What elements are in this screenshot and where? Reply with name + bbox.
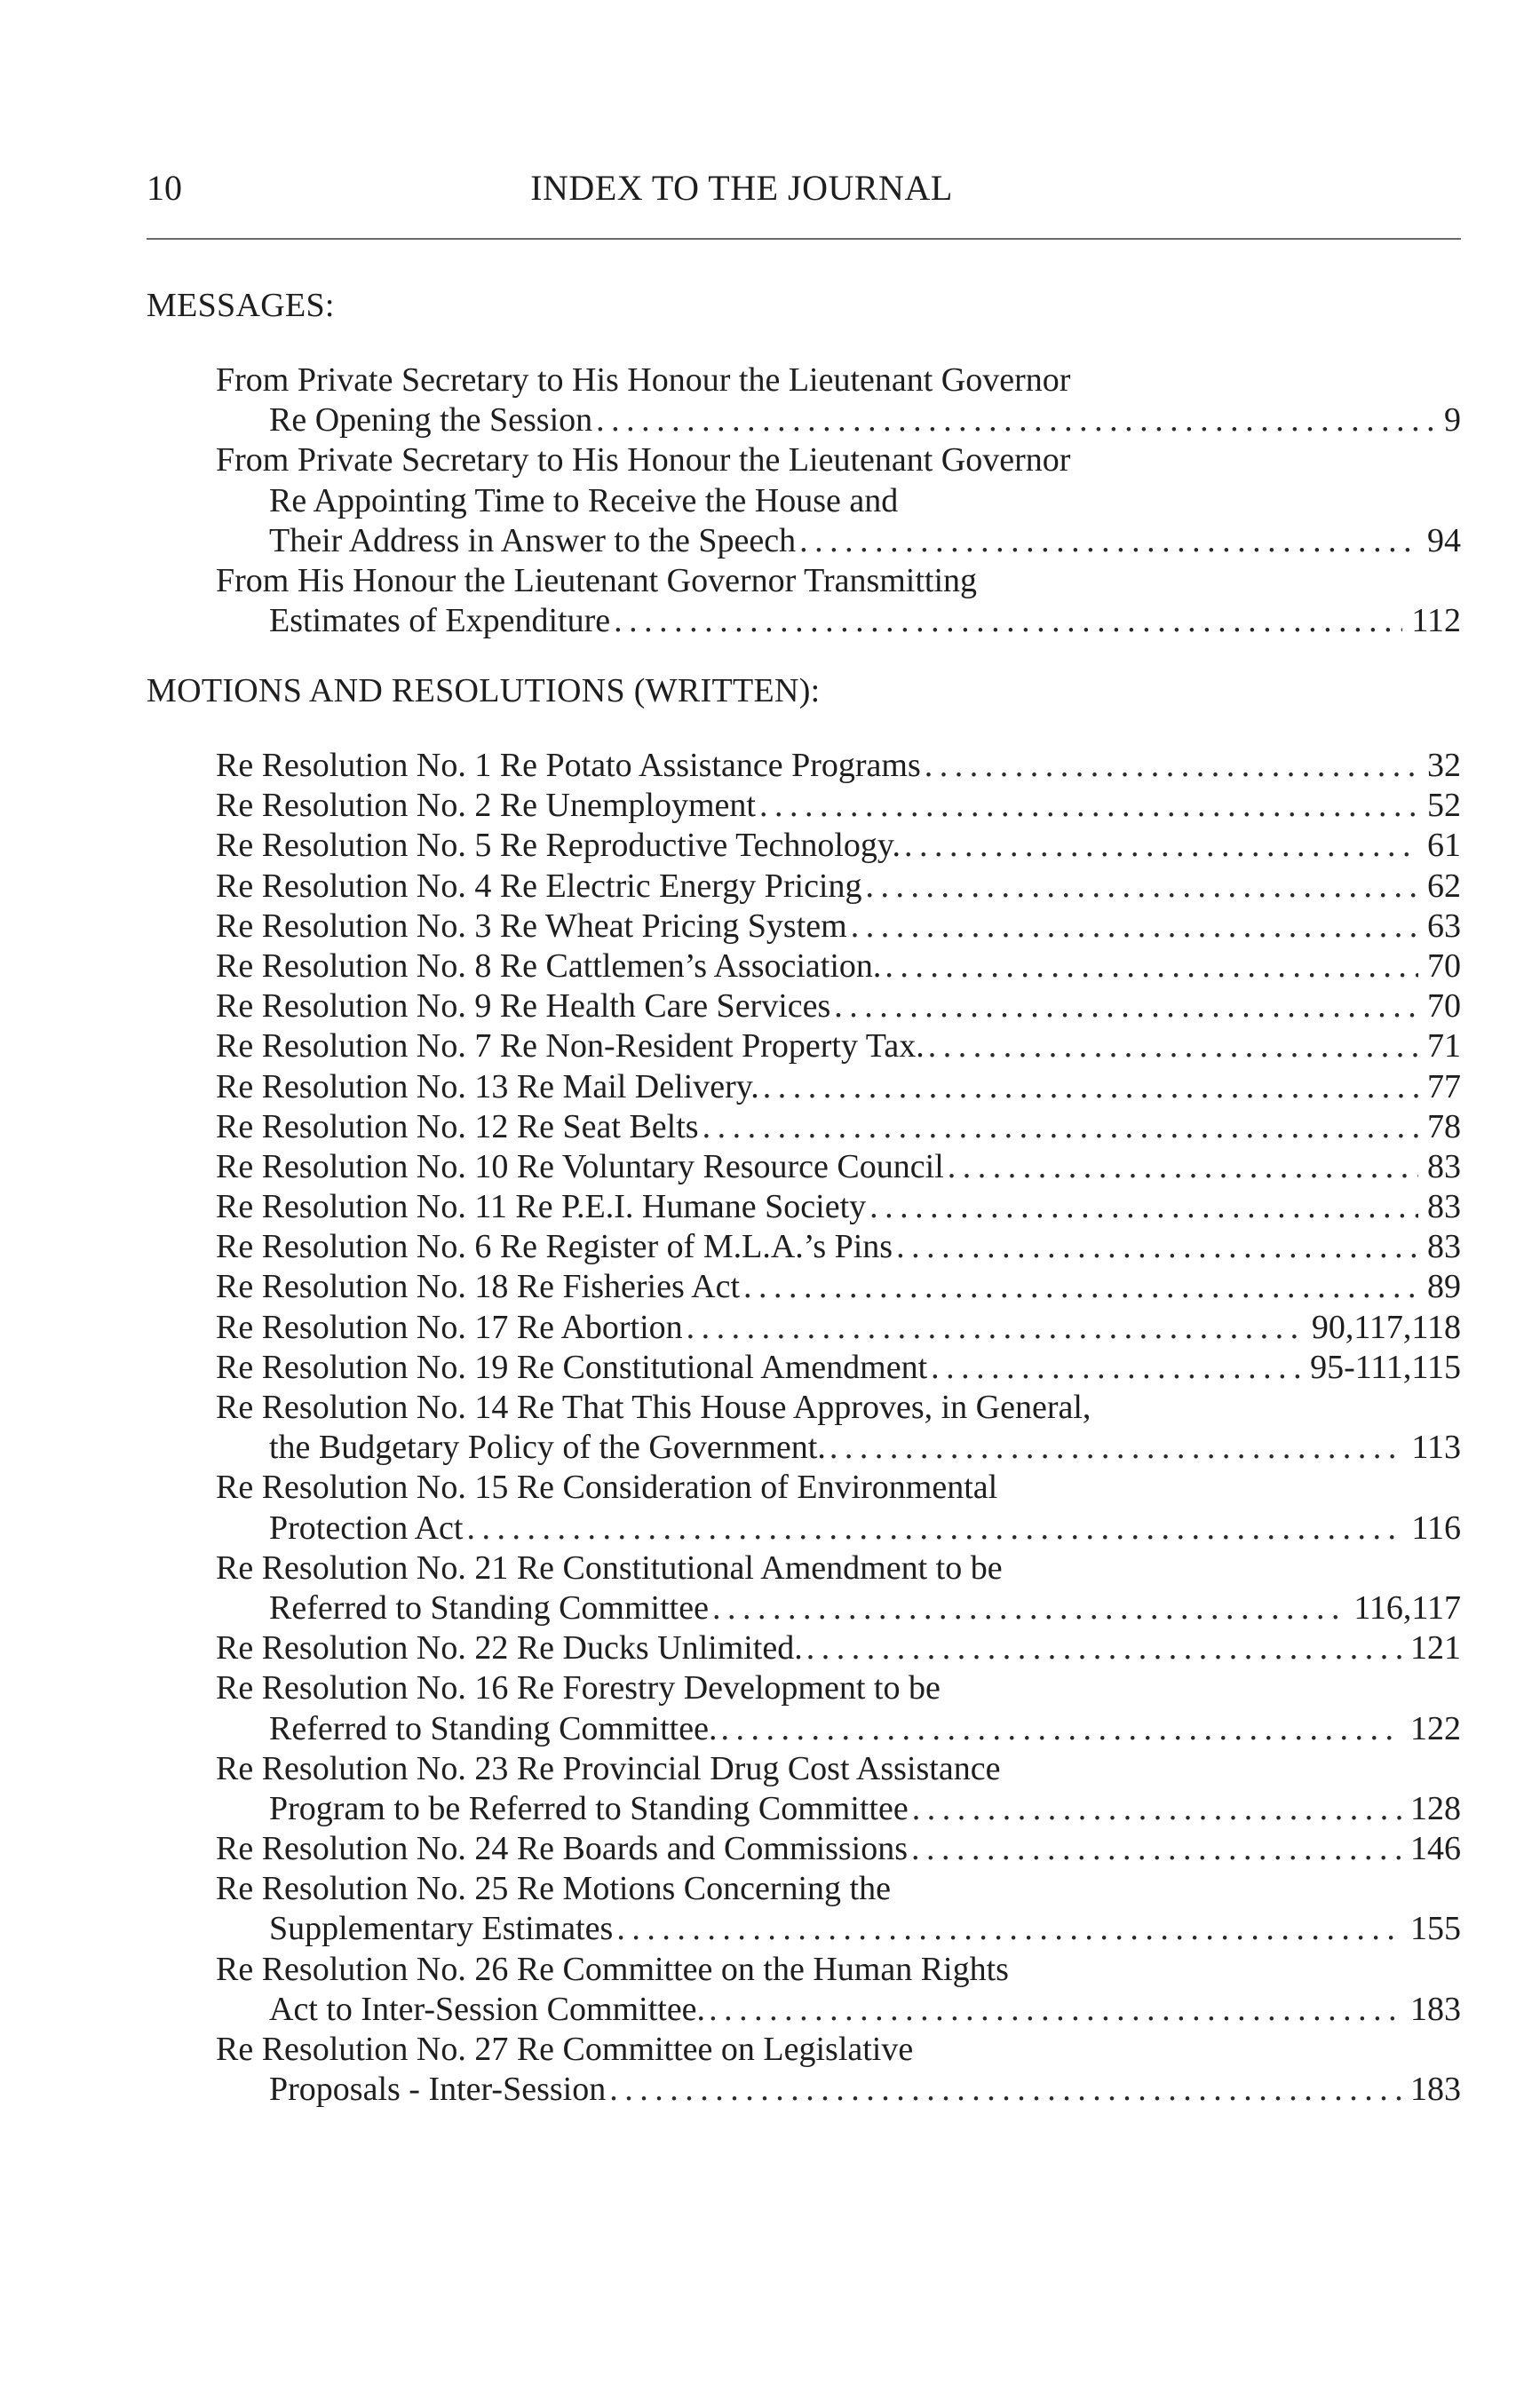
dot-leader [709, 1990, 1401, 2030]
section-motions-resolutions [147, 671, 1461, 2110]
entry-line [147, 360, 1461, 400]
entry-continuation-line [147, 481, 1461, 521]
entry-text: From His Honour the Lieutenant Governor Transmitting [216, 561, 978, 599]
index-entry [147, 1628, 1461, 1668]
index-entry [147, 907, 1461, 947]
dot-leader [687, 1308, 1303, 1348]
dot-leader [931, 1348, 1301, 1388]
entry-line [147, 1950, 1461, 1990]
entry-line [147, 1067, 1461, 1107]
entry-text: Program to be Referred to Standing Committee [269, 1789, 909, 1827]
entry-text: Re Resolution No. 21 Re Constitutional Amendment to be [216, 1549, 1003, 1587]
entry-line [147, 947, 1461, 986]
entry-text: Re Resolution No. 19 Re Constitutional Amendment [216, 1348, 928, 1386]
entry-continuation-line [147, 1990, 1461, 2030]
page-reference: 77 [1427, 1067, 1461, 1105]
entry-line [147, 1388, 1461, 1428]
section-messages [147, 286, 1461, 641]
entry-text: Re Resolution No. 15 Re Consideration of Environmental [216, 1469, 998, 1507]
entry-continuation-line [147, 1909, 1461, 1949]
entry-text: Estimates of Expenditure [269, 602, 611, 640]
index-entry [147, 1950, 1461, 2030]
index-entry [147, 2030, 1461, 2110]
page-reference: 52 [1427, 787, 1461, 825]
page-reference: 183 [1410, 1990, 1461, 2028]
dot-leader [912, 1789, 1401, 1829]
dot-leader [596, 400, 1435, 440]
entry-continuation-line [147, 1709, 1461, 1749]
entry-text: From Private Secretary to His Honour the Lieutenant Governor [216, 361, 1071, 399]
dot-leader [614, 601, 1402, 641]
entry-line [147, 440, 1461, 480]
page-reference: 90,117,118 [1311, 1308, 1461, 1346]
entry-text: Re Opening the Session [269, 401, 593, 440]
page-reference: 78 [1427, 1107, 1461, 1145]
page-reference: 9 [1444, 401, 1461, 440]
entry-text: Re Resolution No. 27 Re Committee on Legislative [216, 2031, 914, 2068]
entry-text: Re Resolution No. 25 Re Motions Concerning the [216, 1870, 891, 1908]
index-entry [147, 1549, 1461, 1628]
entry-text: Re Resolution No. 26 Re Committee on the Human Rights [216, 1950, 1009, 1988]
entry-continuation-line [147, 2070, 1461, 2110]
entry-text: Re Resolution No. 14 Re That This House Approves, in General, [216, 1389, 1091, 1426]
index-entry [147, 1829, 1461, 1869]
entry-text: From Private Secretary to His Honour the Lieutenant Governor [216, 441, 1071, 479]
entry-text: Re Resolution No. 9 Re Health Care Services [216, 987, 831, 1026]
entry-continuation-line [147, 1588, 1461, 1628]
entry-text: Re Resolution No. 2 Re Unemployment [216, 787, 756, 825]
index-entry [147, 947, 1461, 986]
entry-text: Referred to Standing Committee [269, 1588, 709, 1627]
page-number: 10 [147, 168, 182, 208]
entry-text: Proposals - Inter-Session [269, 2071, 607, 2109]
section-heading: MOTIONS AND RESOLUTIONS (WRITTEN): [147, 672, 821, 709]
page-reference: 95-111,115 [1310, 1348, 1461, 1386]
section-heading: MESSAGES: [147, 287, 335, 324]
dot-leader [806, 1628, 1401, 1668]
index-entry [147, 867, 1461, 907]
entry-text: Act to Inter-Session Committee. [269, 1990, 706, 2028]
entry-line [147, 1107, 1461, 1147]
entry-line [147, 907, 1461, 947]
entry-line [147, 826, 1461, 866]
entry-text: Re Resolution No. 10 Re Voluntary Resource Council [216, 1147, 944, 1185]
entry-text: Re Resolution No. 11 Re P.E.I. Humane Society [216, 1188, 867, 1226]
dot-leader [911, 1829, 1401, 1869]
entry-line [147, 1308, 1461, 1348]
page-reference: 62 [1427, 867, 1461, 905]
dot-leader [866, 867, 1419, 907]
page-reference: 183 [1410, 2071, 1461, 2109]
index-entry [147, 360, 1461, 440]
index-entry [147, 1227, 1461, 1267]
dot-leader [799, 521, 1418, 561]
entry-continuation-line [147, 601, 1461, 641]
entry-line [147, 986, 1461, 1026]
page-reference: 83 [1427, 1147, 1461, 1185]
entry-text: Re Resolution No. 16 Re Forestry Development to be [216, 1669, 941, 1707]
entry-continuation-line [147, 1789, 1461, 1829]
dot-leader [904, 826, 1418, 866]
page-reference: 116 [1411, 1509, 1461, 1547]
index-entry [147, 1468, 1461, 1548]
index-entry [147, 1026, 1461, 1066]
index-entry [147, 1187, 1461, 1227]
entry-line [147, 2030, 1461, 2070]
index-entry [147, 1388, 1461, 1468]
index-entries [147, 746, 1461, 2110]
dot-leader [759, 786, 1418, 826]
index-entry [147, 440, 1461, 561]
entry-text: the Budgetary Policy of the Government. [269, 1429, 826, 1467]
index-entry [147, 1067, 1461, 1107]
index-entry [147, 1749, 1461, 1829]
entry-line [147, 1348, 1461, 1388]
page-reference: 61 [1427, 827, 1461, 865]
entry-line [147, 1628, 1461, 1668]
page-header [147, 165, 1461, 211]
page-reference: 122 [1410, 1709, 1461, 1747]
entry-text: Re Appointing Time to Receive the House and [269, 481, 899, 519]
entry-line [147, 1749, 1461, 1789]
dot-leader [869, 1187, 1418, 1227]
entry-line [147, 1187, 1461, 1227]
entry-line [147, 1267, 1461, 1307]
entry-text: Re Resolution No. 8 Re Cattlemen’s Association. [216, 947, 882, 985]
entry-continuation-line [147, 1509, 1461, 1549]
entry-continuation-line [147, 1428, 1461, 1468]
dot-leader [885, 947, 1418, 986]
entry-line [147, 561, 1461, 601]
entry-text: Re Resolution No. 17 Re Abortion [216, 1308, 683, 1346]
dot-leader [948, 1147, 1418, 1187]
entry-line [147, 1668, 1461, 1708]
entry-line [147, 1147, 1461, 1187]
page-reference: 63 [1427, 907, 1461, 945]
entry-continuation-line [147, 521, 1461, 561]
entry-text: Re Resolution No. 24 Re Boards and Commissions [216, 1830, 908, 1868]
page-reference: 83 [1427, 1228, 1461, 1266]
index-entry [147, 1147, 1461, 1187]
dot-leader [609, 2070, 1401, 2110]
page-reference: 70 [1427, 947, 1461, 985]
page-reference: 121 [1410, 1629, 1461, 1667]
entry-line [147, 1227, 1461, 1267]
index-entry [147, 1107, 1461, 1147]
page-reference: 113 [1411, 1429, 1461, 1467]
dot-leader [720, 1709, 1401, 1749]
page-reference: 32 [1427, 747, 1461, 784]
page-reference: 116,117 [1353, 1588, 1461, 1627]
index-entry [147, 1308, 1461, 1348]
index-entries [147, 360, 1461, 641]
index-entry [147, 786, 1461, 826]
dot-leader [712, 1588, 1345, 1628]
page-reference: 112 [1411, 602, 1461, 640]
entry-text: Their Address in Answer to the Speech [269, 521, 797, 559]
dot-leader [829, 1428, 1403, 1468]
entry-line [147, 1869, 1461, 1909]
index-entry [147, 1348, 1461, 1388]
entry-text: Re Resolution No. 1 Re Potato Assistance Programs [216, 747, 921, 784]
page-reference: 94 [1427, 521, 1461, 559]
index-entry [147, 561, 1461, 641]
entry-text: Re Resolution No. 13 Re Mail Delivery. [216, 1067, 759, 1105]
page-reference: 89 [1427, 1268, 1461, 1306]
dot-leader [928, 1026, 1418, 1066]
entry-line [147, 1829, 1461, 1869]
page-reference: 83 [1427, 1188, 1461, 1226]
dot-leader [896, 1227, 1418, 1267]
dot-leader [763, 1067, 1418, 1107]
page-reference: 71 [1427, 1027, 1461, 1065]
dot-leader [925, 746, 1418, 786]
entry-text: Re Resolution No. 7 Re Non-Resident Property Tax. [216, 1027, 925, 1065]
index-entry [147, 826, 1461, 866]
entry-line [147, 1549, 1461, 1588]
index-entry [147, 986, 1461, 1026]
entry-text: Re Resolution No. 12 Re Seat Belts [216, 1107, 699, 1145]
dot-leader [616, 1909, 1401, 1949]
running-title: INDEX TO THE JOURNAL [530, 168, 953, 208]
entry-line [147, 786, 1461, 826]
dot-leader [834, 986, 1418, 1026]
entry-text: Re Resolution No. 6 Re Register of M.L.A.’s Pins [216, 1228, 893, 1266]
index-entry [147, 1668, 1461, 1748]
entry-line [147, 746, 1461, 786]
page-reference: 155 [1410, 1910, 1461, 1948]
entry-text: Re Resolution No. 5 Re Reproductive Technology. [216, 827, 901, 865]
dot-leader [466, 1509, 1402, 1549]
entry-line [147, 1026, 1461, 1066]
index-entry [147, 1869, 1461, 1949]
entry-text: Supplementary Estimates [269, 1910, 614, 1948]
index-entry [147, 746, 1461, 786]
entry-continuation-line [147, 400, 1461, 440]
entry-text: Protection Act [269, 1509, 464, 1547]
page-reference: 70 [1427, 987, 1461, 1026]
entry-text: Re Resolution No. 23 Re Provincial Drug Cost Assistance [216, 1749, 1001, 1787]
entry-line [147, 1468, 1461, 1508]
header-rule [147, 238, 1461, 240]
entry-line [147, 867, 1461, 907]
dot-leader [743, 1267, 1418, 1307]
entry-text: Re Resolution No. 4 Re Electric Energy Pricing [216, 867, 862, 905]
page-reference: 128 [1410, 1789, 1461, 1827]
index-entry [147, 1267, 1461, 1307]
dot-leader [851, 907, 1418, 947]
dot-leader [702, 1107, 1418, 1147]
entry-text: Re Resolution No. 22 Re Ducks Unlimited. [216, 1629, 803, 1667]
entry-text: Re Resolution No. 18 Re Fisheries Act [216, 1268, 741, 1306]
page-reference: 146 [1410, 1830, 1461, 1868]
entry-text: Referred to Standing Committee. [269, 1709, 718, 1747]
entry-text: Re Resolution No. 3 Re Wheat Pricing System [216, 907, 847, 945]
